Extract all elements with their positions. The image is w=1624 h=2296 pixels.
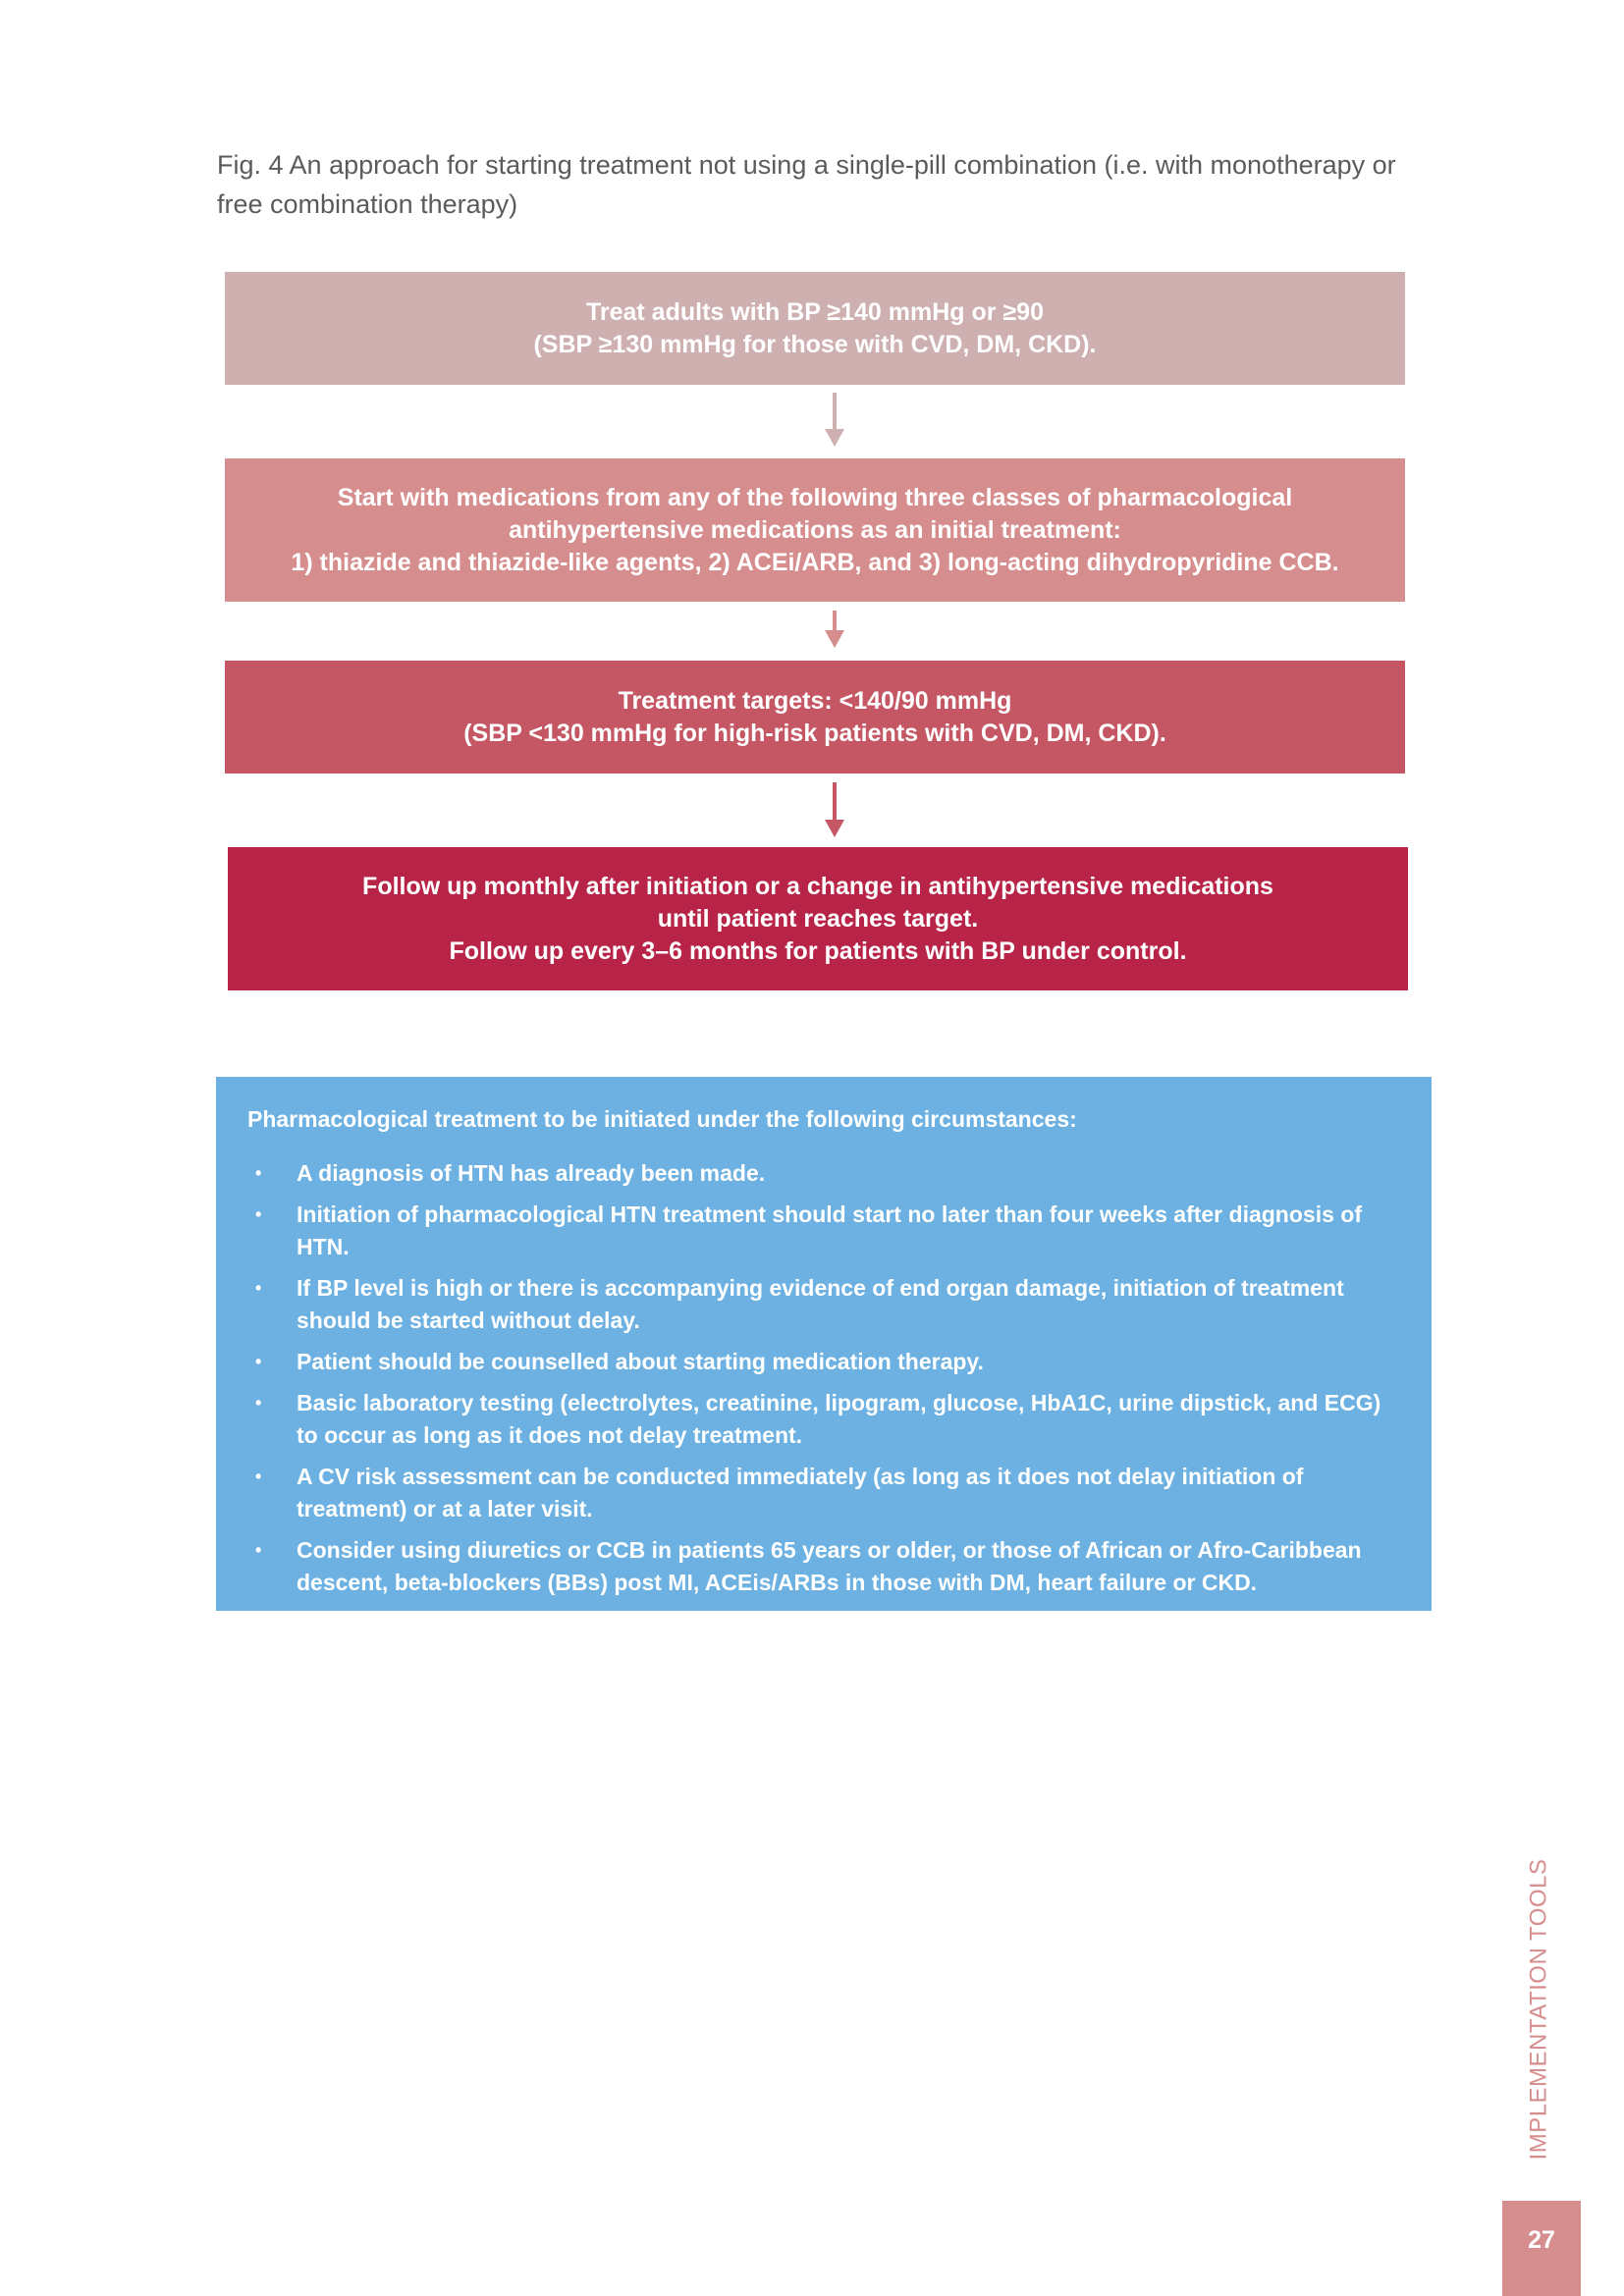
flow-step-text: (SBP ≥130 mmHg for those with CVD, DM, CKD). [533, 330, 1097, 358]
list-item-text: If BP level is high or there is accompanying evidence of end organ damage, initiation of treatment should be started without delay. [297, 1275, 1344, 1333]
flow-step-text: Follow up monthly after initiation or a change in antihypertensive medications [362, 872, 1273, 900]
flow-step-text: Treat adults with BP ≥140 mmHg or ≥90 [585, 297, 1044, 326]
down-arrow-icon [825, 611, 844, 648]
down-arrow-icon [825, 782, 844, 837]
circumstances-panel [216, 1077, 1432, 1611]
circumstances-heading: Pharmacological treatment to be initiated under the following circumstances: [247, 1106, 1077, 1132]
list-item-text: Consider using diuretics or CCB in patients 65 years or older, or those of African or Afro-Caribbean descent, beta-blockers (BBs) post MI, ACEis/ARBs in those with DM, heart failure or CKD. [297, 1537, 1362, 1595]
circumstances-list [247, 1157, 1400, 1599]
figure-caption: Fig. 4 An approach for starting treatment not using a single-pill combination (i.e. with monotherapy or free combination therapy) [217, 150, 1396, 219]
bullet-icon: • [255, 1278, 262, 1298]
flow-step-text: antihypertensive medications as an initial treatment: [509, 515, 1121, 544]
section-label-text: IMPLEMENTATION TOOLS [1525, 1858, 1552, 2161]
bullet-icon: • [255, 1540, 262, 1560]
bullet-icon: • [255, 1352, 262, 1371]
list-item-text: Patient should be counselled about starting medication therapy. [297, 1349, 984, 1374]
list-item-text: A CV risk assessment can be conducted immediately (as long as it does not delay initiation of treatment) or at a later visit. [297, 1464, 1304, 1522]
flow-step-text: Start with medications from any of the following three classes of pharmacological [337, 483, 1293, 511]
flow-step-text: Follow up every 3–6 months for patients with BP under control. [449, 936, 1187, 965]
list-item [247, 1346, 1400, 1378]
list-item-text: A diagnosis of HTN has already been made. [297, 1160, 766, 1186]
list-item [247, 1272, 1400, 1337]
flow-step-text: Treatment targets: <140/90 mmHg [618, 686, 1012, 715]
page-number: 27 [1502, 2201, 1581, 2296]
list-item [247, 1534, 1400, 1599]
flow-step-follow-up [228, 847, 1408, 990]
down-arrow-icon [825, 393, 844, 447]
section-label-vertical [1519, 1858, 1558, 2161]
list-item [247, 1461, 1400, 1525]
list-item-text: Initiation of pharmacological HTN treatment should start no later than four weeks after diagnosis of HTN. [297, 1201, 1362, 1259]
flow-step-start-medications [225, 458, 1405, 602]
list-item [247, 1199, 1400, 1263]
bullet-icon: • [255, 1163, 262, 1183]
flow-step-text: 1) thiazide and thiazide-like agents, 2) ACEi/ARB, and 3) long-acting dihydropyridine CCB. [291, 548, 1339, 576]
list-item [247, 1387, 1400, 1452]
list-item [247, 1157, 1400, 1190]
list-item-text: Basic laboratory testing (electrolytes, creatinine, lipogram, glucose, HbA1C, urine dipstick, and ECG) to occur as long as it does not delay treatment. [297, 1390, 1381, 1448]
bullet-icon: • [255, 1467, 262, 1486]
flow-step-treatment-targets [225, 661, 1405, 774]
flow-step-text: (SBP <130 mmHg for high-risk patients with CVD, DM, CKD). [463, 719, 1166, 747]
flow-step-text: until patient reaches target. [657, 904, 979, 933]
flow-step-treat-adults [225, 272, 1405, 385]
bullet-icon: • [255, 1393, 262, 1413]
bullet-icon: • [255, 1204, 262, 1224]
